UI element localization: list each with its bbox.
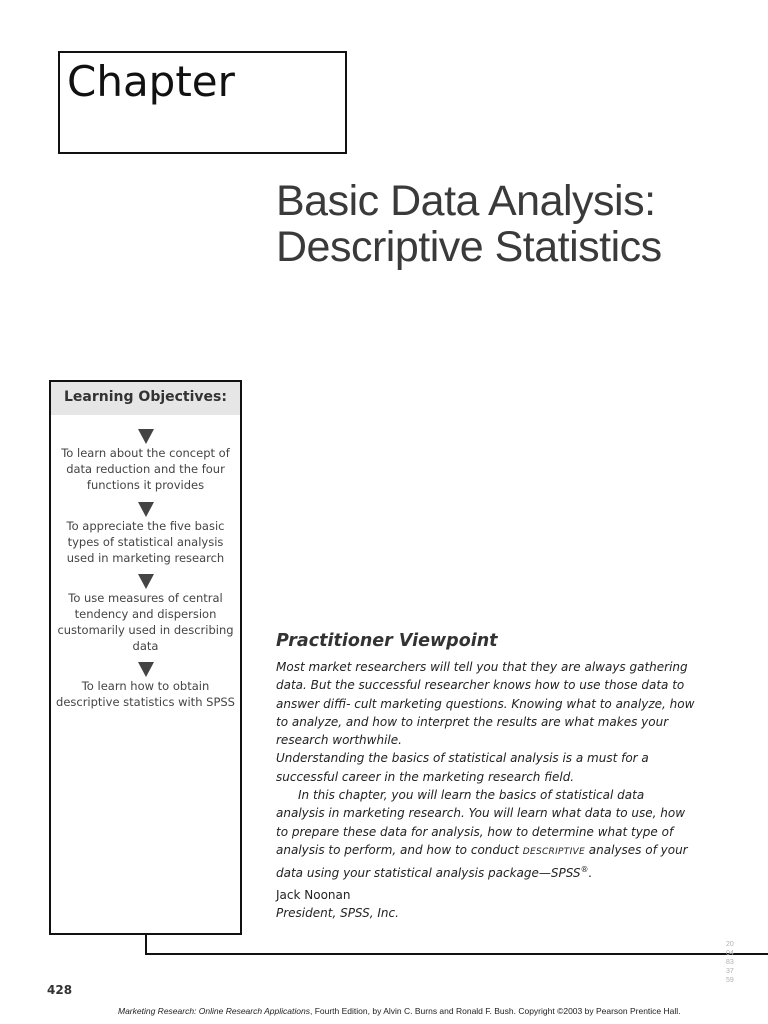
learning-objective-text: To learn how to obtain descriptive statistics with SPSS	[56, 679, 235, 709]
learning-objective-text: To use measures of central tendency and dispersion customarily used in describing data	[57, 591, 234, 653]
signature-title: President, SPSS, Inc.	[276, 906, 399, 920]
learning-objective-text: To appreciate the five basic types of statistical analysis used in marketing research	[66, 519, 225, 565]
registered-mark: ®	[580, 865, 589, 875]
learning-objectives-panel	[49, 380, 242, 935]
learning-objective-item	[51, 429, 240, 493]
learning-objective-item	[51, 662, 240, 710]
learning-objective-text: To learn about the concept of data reduction and the four functions it provides	[61, 446, 230, 492]
viewpoint-paragraph	[276, 786, 696, 882]
side-number: 04	[726, 950, 734, 957]
chapter-label: Chapter	[67, 57, 235, 106]
practitioner-viewpoint-body	[276, 658, 696, 883]
side-number: 59	[726, 977, 734, 984]
practitioner-viewpoint-heading: Practitioner Viewpoint	[276, 631, 498, 651]
learning-objective-item	[51, 574, 240, 654]
chapter-box	[58, 51, 347, 154]
viewpoint-text: .	[588, 866, 593, 881]
viewpoint-text: analyses of your data using your statistical analysis package—SPSS	[276, 842, 688, 881]
viewpoint-paragraph: Understanding the basics of statistical analysis is a must for a successful career in the marketing research field.	[276, 751, 649, 784]
divider-horizontal	[145, 953, 768, 955]
triangle-down-icon	[138, 574, 154, 589]
learning-objectives-heading: Learning Objectives:	[51, 382, 240, 415]
side-number: 83	[726, 959, 734, 966]
viewpoint-smallcaps-text: DESCRIPTIVE	[522, 846, 585, 857]
footer-book-title: Marketing Research: Online Research Applications	[118, 1006, 310, 1016]
signature-name: Jack Noonan	[276, 888, 351, 902]
side-number-stack	[726, 940, 734, 985]
chapter-title	[276, 178, 746, 270]
triangle-down-icon	[138, 502, 154, 517]
footer-citation	[118, 1006, 681, 1016]
viewpoint-paragraph: Most market researchers will tell you that they are always gathering data. But the successful researcher knows how to use those data to answer diffi- cult marketing questions. Knowing what to analyze, how to analyze, and how to interpret the results are what makes your research worthwhile.	[276, 660, 695, 748]
chapter-title-line-1: Basic Data Analysis:	[276, 177, 656, 225]
page-number: 428	[47, 983, 73, 997]
side-number: 20	[726, 941, 734, 948]
learning-objective-item	[51, 502, 240, 566]
side-number: 37	[726, 968, 734, 975]
footer-citation-text: , Fourth Edition, by Alvin C. Burns and Ronald F. Bush. Copyright ©2003 by Pearson Prentice Hall.	[309, 1006, 681, 1016]
triangle-down-icon	[138, 662, 154, 677]
viewpoint-text: In this chapter, you will learn the basics of statistical data analysis in marketing research. You will learn what data to use, how to prepare these data for analysis, how to determine what type of analysis to perform, and how to conduct	[276, 788, 686, 857]
chapter-title-line-2: Descriptive Statistics	[276, 223, 662, 271]
triangle-down-icon	[138, 429, 154, 444]
divider-vertical	[145, 935, 147, 955]
